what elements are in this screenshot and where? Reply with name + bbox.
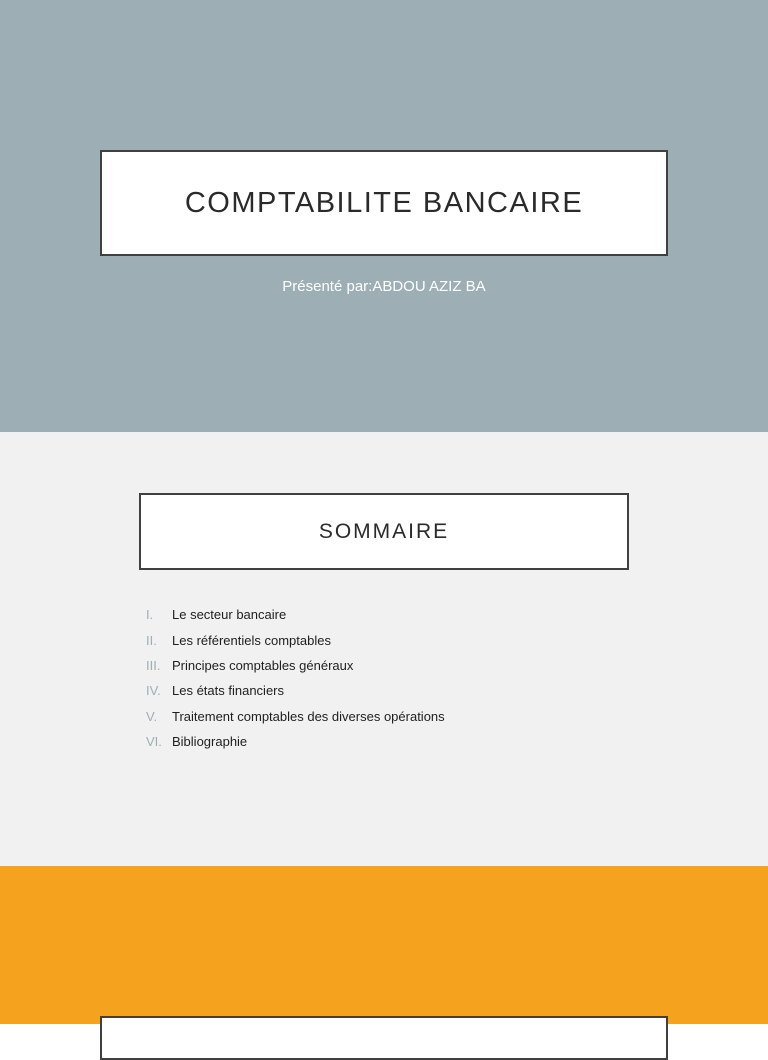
list-item-label: Le secteur bancaire (172, 607, 287, 623)
slide-title: COMPTABILITE BANCAIRE (184, 186, 584, 219)
summary-heading: SOMMAIRE (318, 519, 450, 543)
section-slide (0, 866, 768, 1024)
list-item (146, 653, 445, 678)
list-item-number: II. (146, 632, 157, 648)
list-item-number: VI. (146, 734, 162, 750)
table-of-contents (146, 602, 445, 754)
title-box (100, 150, 668, 256)
summary-heading-box (139, 493, 629, 570)
list-item-label: Les états financiers (172, 683, 285, 699)
list-item (146, 602, 445, 627)
summary-slide (0, 432, 768, 866)
list-item-label: Traitement comptables des diverses opérations (172, 708, 445, 724)
title-slide (0, 0, 768, 432)
list-item (146, 627, 445, 652)
list-item-number: I. (146, 607, 154, 623)
list-item-label: Bibliographie (172, 734, 248, 750)
list-item (146, 704, 445, 729)
list-item-label: Les référentiels comptables (172, 632, 331, 648)
list-item-number: IV. (146, 683, 161, 699)
list-item (146, 678, 445, 703)
list-item (146, 729, 445, 754)
list-item-label: Principes comptables généraux (172, 657, 354, 673)
list-item-number: III. (146, 657, 161, 673)
slide-subtitle: Présenté par:ABDOU AZIZ BA (282, 278, 486, 295)
section-title-box (100, 1016, 668, 1060)
list-item-number: V. (146, 708, 158, 724)
